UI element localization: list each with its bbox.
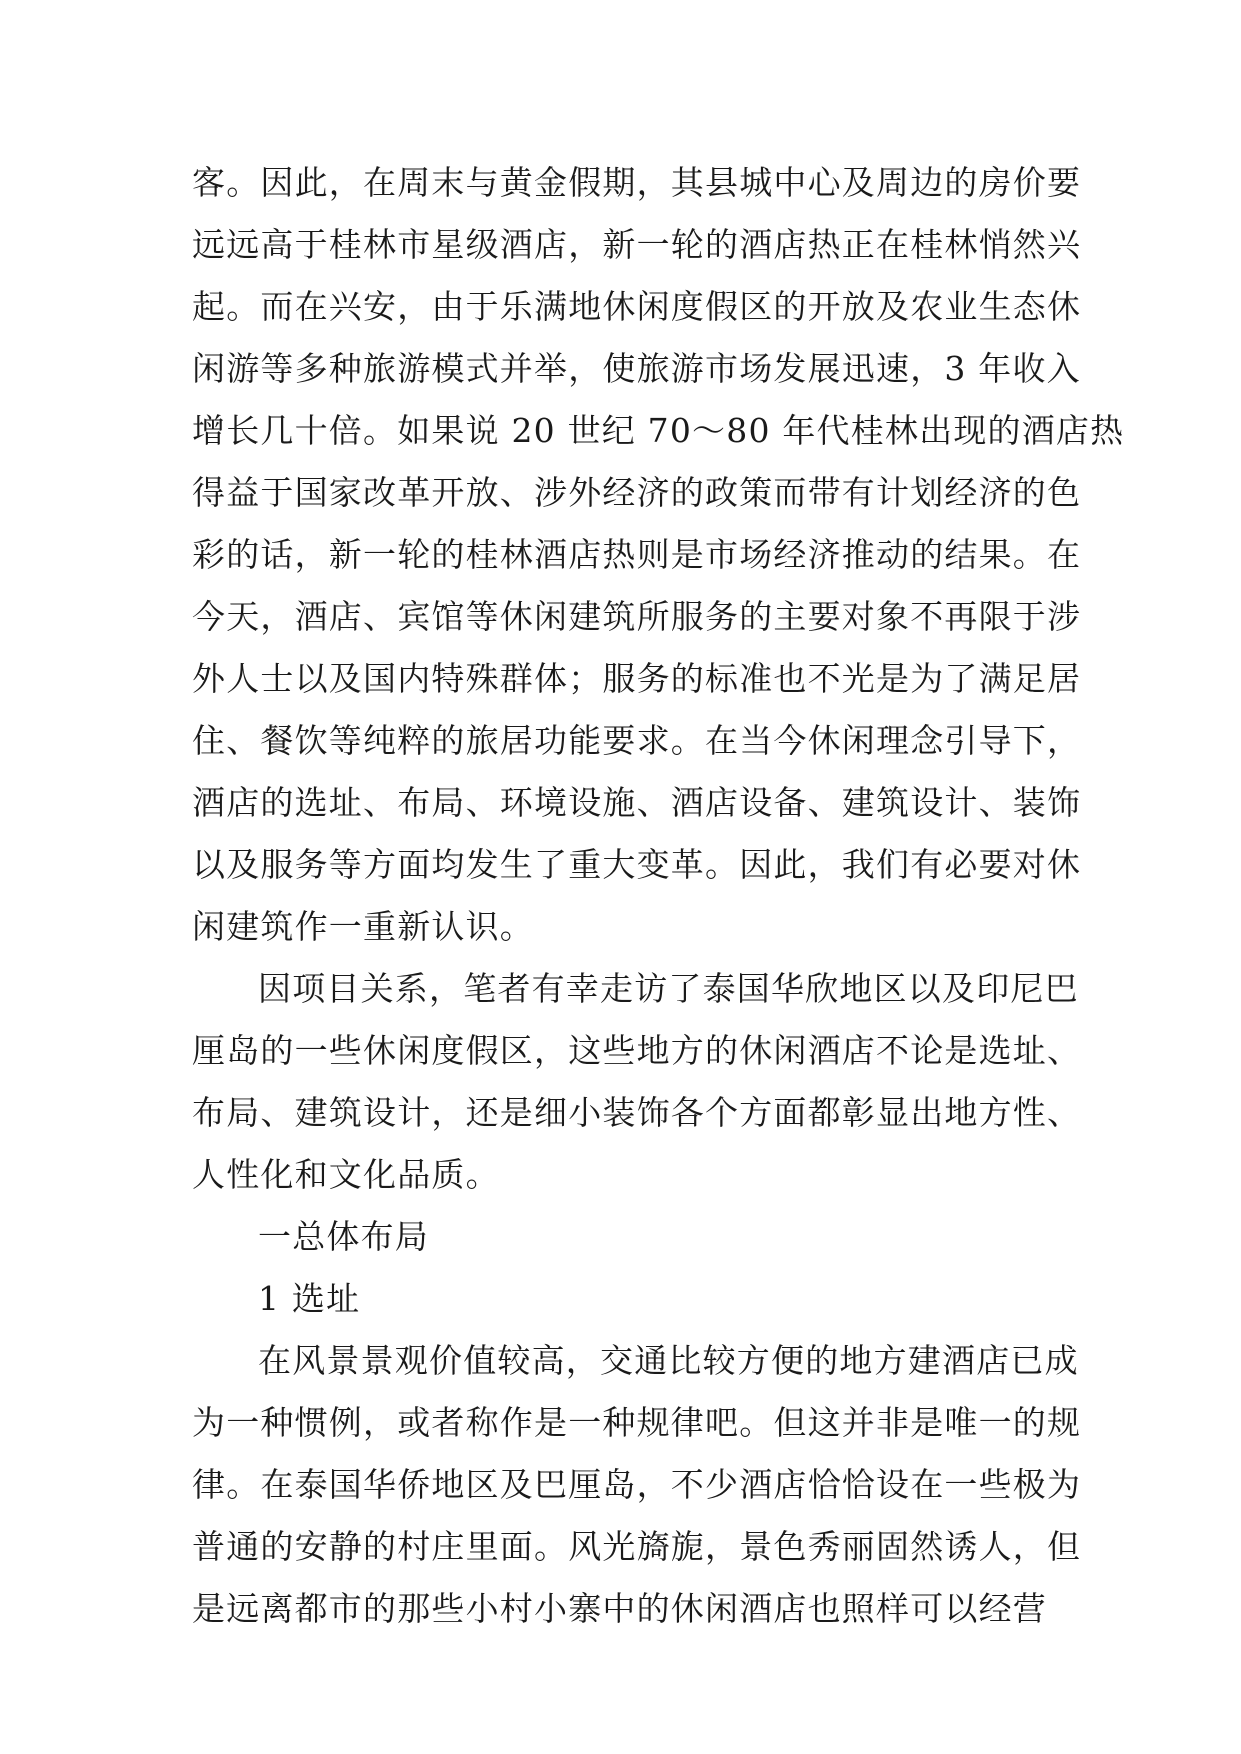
text-line: 普通的安静的村庄里面。风光旖旎，景色秀丽固然诱人，但 xyxy=(192,1527,1082,1566)
text-line: 布局、建筑设计，还是细小装饰各个方面都彰显出地方性、 xyxy=(192,1093,1082,1132)
text-line: 律。在泰国华侨地区及巴厘岛，不少酒店恰恰设在一些极为 xyxy=(192,1465,1082,1504)
text-line: 为一种惯例，或者称作是一种规律吧。但这并非是唯一的规 xyxy=(192,1403,1082,1442)
text-line: 以及服务等方面均发生了重大变革。因此，我们有必要对休 xyxy=(192,845,1082,884)
text-line: 人性化和文化品质。 xyxy=(192,1155,500,1194)
text-line: 是远离都市的那些小村小寨中的休闲酒店也照样可以经营 xyxy=(192,1589,1047,1628)
body-text xyxy=(192,152,1125,1640)
paragraph-start-line: 因项目关系，笔者有幸走访了泰国华欣地区以及印尼巴 xyxy=(258,969,1079,1008)
text-line: 彩的话，新一轮的桂林酒店热则是市场经济推动的结果。在 xyxy=(192,535,1082,574)
text-line: 住、餐饮等纯粹的旅居功能要求。在当今休闲理念引导下， xyxy=(192,721,1082,760)
text-line: 闲游等多种旅游模式并举，使旅游市场发展迅速，3 年收入 xyxy=(192,349,1081,388)
text-line: 得益于国家改革开放、涉外经济的政策而带有计划经济的色 xyxy=(192,473,1082,512)
text-line: 客。因此，在周末与黄金假期，其县城中心及周边的房价要 xyxy=(192,163,1082,202)
text-line: 厘岛的一些休闲度假区，这些地方的休闲酒店不论是选址、 xyxy=(192,1031,1082,1070)
paragraph-start-line: 在风景景观价值较高，交通比较方便的地方建酒店已成 xyxy=(258,1341,1079,1380)
text-line: 起。而在兴安，由于乐满地休闲度假区的开放及农业生态休 xyxy=(192,287,1082,326)
text-line: 外人士以及国内特殊群体；服务的标准也不光是为了满足居 xyxy=(192,659,1082,698)
text-line: 增长几十倍。如果说 20 世纪 70～80 年代桂林出现的酒店热 xyxy=(192,411,1125,450)
section-heading: 一总体布局 xyxy=(258,1217,429,1256)
text-line: 远远高于桂林市星级酒店，新一轮的酒店热正在桂林悄然兴 xyxy=(192,225,1082,264)
text-line: 今天，酒店、宾馆等休闲建筑所服务的主要对象不再限于涉 xyxy=(192,597,1082,636)
text-line: 闲建筑作一重新认识。 xyxy=(192,907,534,946)
text-line: 酒店的选址、布局、环境设施、酒店设备、建筑设计、装饰 xyxy=(192,783,1082,822)
subsection-heading: 1 选址 xyxy=(258,1279,361,1318)
